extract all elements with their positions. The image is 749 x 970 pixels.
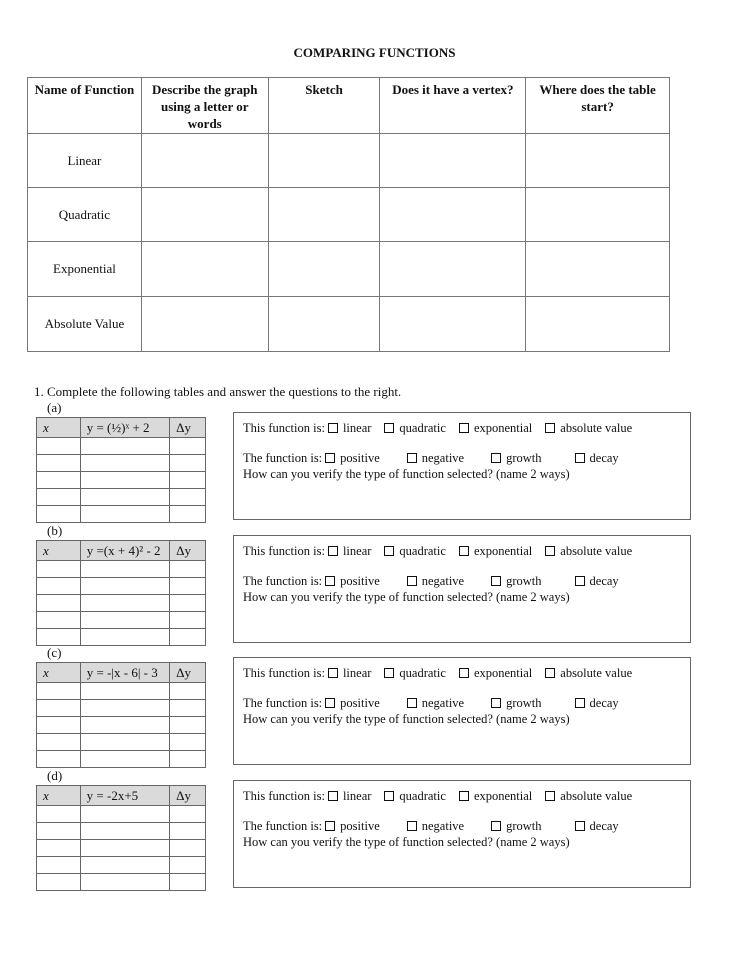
comparison-header-row [28,78,670,134]
problem-label: (a) [47,400,62,415]
verify-question: How can you verify the type of function selected? (name 2 ways) [243,712,570,726]
answer-cell[interactable] [380,297,526,352]
checkbox-icon[interactable] [545,546,555,556]
value-cell[interactable] [37,438,81,455]
value-cell[interactable] [170,806,206,823]
sign-option-0[interactable] [322,451,380,466]
header-sketch: Sketch [268,78,380,134]
option-label: linear [342,544,372,558]
value-cell[interactable] [170,455,206,472]
x-header: x [37,418,81,438]
value-cell[interactable] [37,700,81,717]
value-table [36,417,206,523]
sign-question [243,819,619,834]
type-prompt: This function is: [243,421,325,435]
equation-header: y = -2x+5 [80,786,169,806]
value-cell[interactable] [37,717,81,734]
value-table-row [37,717,206,734]
sign-option-1[interactable] [404,819,464,834]
checkbox-icon[interactable] [575,821,585,831]
type-option-3[interactable] [542,421,632,436]
type-option-0[interactable] [325,789,371,804]
value-cell[interactable] [170,874,206,891]
value-cell[interactable] [80,751,169,768]
checkbox-icon[interactable] [459,546,469,556]
delta-y-header: Δy [170,663,206,683]
value-cell[interactable] [37,489,81,506]
checkbox-icon[interactable] [545,668,555,678]
type-option-2[interactable] [456,421,532,436]
question-box [233,535,691,643]
value-cell[interactable] [80,700,169,717]
option-label: positive [340,819,380,833]
sign-option-1[interactable] [404,574,464,589]
option-label: linear [342,421,372,435]
value-table [36,785,206,891]
value-cell[interactable] [170,438,206,455]
sign-option-2[interactable] [488,819,541,834]
comparison-row [28,297,670,352]
checkbox-icon[interactable] [325,821,335,831]
checkbox-icon[interactable] [407,576,417,586]
value-table-row [37,455,206,472]
option-label: growth [506,574,542,588]
value-table-row [37,874,206,891]
value-table-header [37,786,206,806]
value-cell[interactable] [37,823,81,840]
value-cell[interactable] [80,506,169,523]
checkbox-icon[interactable] [328,668,338,678]
value-cell[interactable] [170,472,206,489]
value-table-row [37,734,206,751]
checkbox-icon[interactable] [459,791,469,801]
x-header: x [37,786,81,806]
option-label: linear [342,666,372,680]
sign-option-1[interactable] [404,696,464,711]
sign-prompt: The function is: [243,451,323,465]
option-label: absolute value [560,544,633,558]
value-cell[interactable] [80,612,169,629]
value-table-header [37,418,206,438]
value-table-row [37,489,206,506]
value-table-row [37,840,206,857]
value-cell[interactable] [37,683,81,700]
value-cell[interactable] [37,806,81,823]
value-cell[interactable] [170,629,206,646]
value-cell[interactable] [80,857,169,874]
option-label: negative [421,574,465,588]
value-cell[interactable] [80,874,169,891]
function-name: Exponential [28,242,142,297]
checkbox-icon[interactable] [325,698,335,708]
answer-cell[interactable] [380,134,526,188]
answer-cell[interactable] [526,134,670,188]
checkbox-icon[interactable] [575,453,585,463]
option-label: decay [589,696,619,710]
answer-cell[interactable] [268,242,380,297]
problem-label: (d) [47,768,63,783]
value-cell[interactable] [170,734,206,751]
checkbox-icon[interactable] [384,546,394,556]
value-table-row [37,751,206,768]
type-option-1[interactable] [381,421,446,436]
type-option-0[interactable] [325,421,371,436]
option-label: decay [589,451,619,465]
value-table-row [37,629,206,646]
sign-prompt: The function is: [243,696,323,710]
value-cell[interactable] [37,506,81,523]
option-label: decay [589,574,619,588]
answer-cell[interactable] [141,242,268,297]
checkbox-icon[interactable] [491,698,501,708]
verify-question: How can you verify the type of function selected? (name 2 ways) [243,835,570,849]
checkbox-icon[interactable] [328,423,338,433]
checkbox-icon[interactable] [328,791,338,801]
value-cell[interactable] [170,612,206,629]
value-table-row [37,823,206,840]
value-cell[interactable] [80,595,169,612]
value-cell[interactable] [80,806,169,823]
comparison-table [27,77,670,352]
type-option-2[interactable] [456,544,532,559]
problem-label: (b) [47,523,63,538]
sign-option-0[interactable] [322,574,380,589]
worksheet-title: COMPARING FUNCTIONS [293,45,456,60]
option-label: absolute value [560,421,633,435]
verify-question: How can you verify the type of function selected? (name 2 ways) [243,467,570,481]
comparison-row [28,242,670,297]
type-option-0[interactable] [325,666,371,681]
value-cell[interactable] [37,840,81,857]
type-option-1[interactable] [381,544,446,559]
checkbox-icon[interactable] [491,453,501,463]
type-question [243,789,632,804]
checkbox-icon[interactable] [325,576,335,586]
answer-cell[interactable] [141,188,268,242]
sign-option-3[interactable] [572,696,619,711]
value-cell[interactable] [80,561,169,578]
delta-y-header: Δy [170,786,206,806]
checkbox-icon[interactable] [407,453,417,463]
checkbox-icon[interactable] [384,668,394,678]
option-label: exponential [473,789,533,803]
checkbox-icon[interactable] [459,668,469,678]
sign-option-3[interactable] [572,574,619,589]
instruction: 1. Complete the following tables and answer the questions to the right. [34,384,402,399]
value-table-row [37,700,206,717]
answer-cell[interactable] [380,242,526,297]
value-cell[interactable] [37,455,81,472]
value-table-row [37,595,206,612]
verify-question: How can you verify the type of function selected? (name 2 ways) [243,590,570,604]
option-label: quadratic [399,789,446,803]
checkbox-icon[interactable] [575,576,585,586]
answer-cell[interactable] [268,188,380,242]
checkbox-icon[interactable] [545,423,555,433]
sign-question [243,574,619,589]
value-cell[interactable] [37,612,81,629]
option-label: linear [342,789,372,803]
value-table-row [37,857,206,874]
sign-prompt: The function is: [243,574,323,588]
answer-cell[interactable] [526,188,670,242]
value-cell[interactable] [37,561,81,578]
value-cell[interactable] [80,472,169,489]
type-option-1[interactable] [381,789,446,804]
value-cell[interactable] [170,561,206,578]
value-table [36,662,206,768]
option-label: growth [506,451,542,465]
value-cell[interactable] [170,578,206,595]
answer-cell[interactable] [268,134,380,188]
header-table-start: Where does the table start? [526,78,670,134]
type-prompt: This function is: [243,544,325,558]
option-label: positive [340,451,380,465]
checkbox-icon[interactable] [328,546,338,556]
option-label: decay [589,819,619,833]
sign-option-2[interactable] [488,574,541,589]
type-question [243,544,632,559]
type-question [243,421,632,436]
option-label: positive [340,696,380,710]
option-label: growth [506,696,542,710]
checkbox-icon[interactable] [459,423,469,433]
sign-option-0[interactable] [322,819,380,834]
option-label: exponential [473,544,533,558]
type-option-3[interactable] [542,544,632,559]
value-cell[interactable] [80,683,169,700]
value-cell[interactable] [80,438,169,455]
checkbox-icon[interactable] [384,423,394,433]
x-header: x [37,663,81,683]
type-prompt: This function is: [243,789,325,803]
value-table-row [37,612,206,629]
header-vertex: Does it have a vertex? [380,78,526,134]
sign-question [243,696,619,711]
value-cell[interactable] [170,751,206,768]
value-cell[interactable] [80,489,169,506]
answer-cell[interactable] [268,297,380,352]
value-cell[interactable] [80,823,169,840]
question-box [233,412,691,520]
value-cell[interactable] [170,700,206,717]
value-table-row [37,578,206,595]
value-cell[interactable] [170,683,206,700]
x-header: x [37,541,81,561]
value-cell[interactable] [80,840,169,857]
checkbox-icon[interactable] [325,453,335,463]
sign-prompt: The function is: [243,819,323,833]
answer-cell[interactable] [141,297,268,352]
value-cell[interactable] [37,857,81,874]
checkbox-icon[interactable] [384,791,394,801]
equation-header: y = -|x - 6| - 3 [80,663,169,683]
checkbox-icon[interactable] [545,791,555,801]
value-cell[interactable] [37,629,81,646]
answer-cell[interactable] [141,134,268,188]
value-cell[interactable] [80,578,169,595]
value-cell[interactable] [37,734,81,751]
sign-option-2[interactable] [488,451,541,466]
question-box [233,657,691,765]
value-cell[interactable] [170,717,206,734]
option-label: negative [421,696,465,710]
answer-cell[interactable] [380,188,526,242]
value-cell[interactable] [80,455,169,472]
delta-y-header: Δy [170,541,206,561]
checkbox-icon[interactable] [491,821,501,831]
value-cell[interactable] [170,857,206,874]
type-option-2[interactable] [456,789,532,804]
checkbox-icon[interactable] [407,698,417,708]
sign-option-2[interactable] [488,696,541,711]
value-table-row [37,438,206,455]
type-option-1[interactable] [381,666,446,681]
value-cell[interactable] [80,734,169,751]
header-describe: Describe the graph using a letter or words [141,78,268,134]
equation-header: y = (½)ˣ + 2 [80,418,169,438]
value-table-row [37,561,206,578]
value-cell[interactable] [170,840,206,857]
value-cell[interactable] [37,751,81,768]
value-table-header [37,541,206,561]
value-table [36,540,206,646]
option-label: growth [506,819,542,833]
sign-question [243,451,619,466]
checkbox-icon[interactable] [407,821,417,831]
type-option-3[interactable] [542,666,632,681]
answer-cell[interactable] [526,297,670,352]
checkbox-icon[interactable] [575,698,585,708]
option-label: absolute value [560,666,633,680]
value-cell[interactable] [170,823,206,840]
option-label: quadratic [399,421,446,435]
comparison-row [28,188,670,242]
value-table-header [37,663,206,683]
value-table-row [37,506,206,523]
sign-option-0[interactable] [322,696,380,711]
value-table-row [37,472,206,489]
function-name: Linear [28,134,142,188]
option-label: absolute value [560,789,633,803]
value-cell[interactable] [80,717,169,734]
question-box [233,780,691,888]
option-label: quadratic [399,666,446,680]
option-label: exponential [473,666,533,680]
value-cell[interactable] [170,506,206,523]
function-name: Quadratic [28,188,142,242]
option-label: exponential [473,421,533,435]
option-label: quadratic [399,544,446,558]
option-label: negative [421,451,465,465]
value-cell[interactable] [37,472,81,489]
problem-label: (c) [47,645,62,660]
value-cell[interactable] [170,595,206,612]
delta-y-header: Δy [170,418,206,438]
sign-option-3[interactable] [572,819,619,834]
value-cell[interactable] [37,578,81,595]
sign-option-3[interactable] [572,451,619,466]
answer-cell[interactable] [526,242,670,297]
sign-option-1[interactable] [404,451,464,466]
comparison-row [28,134,670,188]
header-name: Name of Function [28,78,142,134]
type-question [243,666,632,681]
type-option-0[interactable] [325,544,371,559]
function-name: Absolute Value [28,297,142,352]
type-option-2[interactable] [456,666,532,681]
equation-header: y =(x + 4)² - 2 [80,541,169,561]
value-cell[interactable] [37,595,81,612]
value-table-row [37,806,206,823]
type-option-3[interactable] [542,789,632,804]
option-label: negative [421,819,465,833]
value-table-row [37,683,206,700]
value-cell[interactable] [37,874,81,891]
value-cell[interactable] [80,629,169,646]
type-prompt: This function is: [243,666,325,680]
option-label: positive [340,574,380,588]
checkbox-icon[interactable] [491,576,501,586]
value-cell[interactable] [170,489,206,506]
